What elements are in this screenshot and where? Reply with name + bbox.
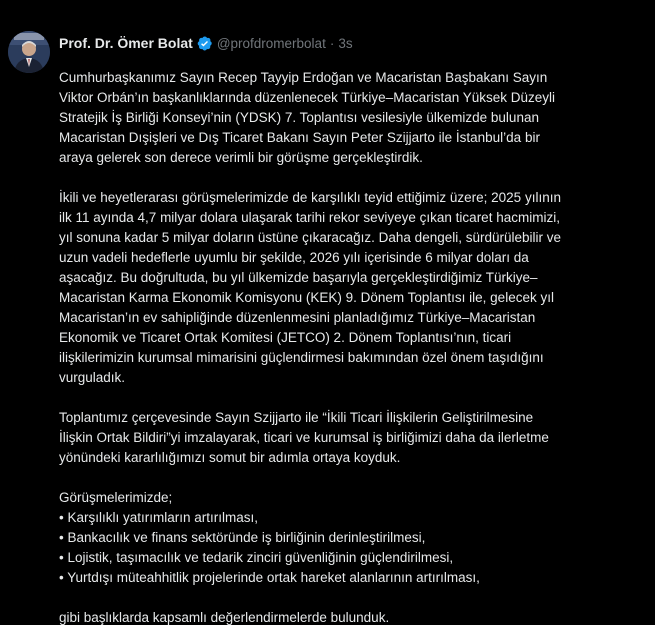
list-item: • Yurtdışı müteahhitlik projelerinde ortak hareket alanlarının artırılması, bbox=[59, 570, 480, 585]
author-handle[interactable]: @profdromerbolat bbox=[216, 35, 326, 51]
text-line: Macaristan’ın ev sahipliğinde düzenlenmesini planladığımız Türkiye–Macaristan bbox=[59, 310, 536, 325]
post-header bbox=[59, 33, 353, 53]
post-paragraph bbox=[59, 408, 579, 468]
text-line: araya gelerek son derece verimli bir görüşme gerçekleştirdik. bbox=[59, 150, 423, 165]
text-line: Toplantımız çerçevesinde Sayın Szijjarto ile “İkili Ticari İlişkilerin Geliştirilmesine bbox=[59, 410, 534, 425]
post-body bbox=[59, 68, 579, 625]
text-line: ilişkilerimizin kurumsal mimarisini güçlendirmesi bakımından özel önem taşıdığını bbox=[59, 350, 544, 365]
avatar-image bbox=[8, 31, 50, 73]
text-line: Macaristan Karma Ekonomik Komisyonu (KEK) 9. Dönem Toplantısı ile, gelecek yıl bbox=[59, 290, 554, 305]
text-line: Görüşmelerimizde; bbox=[59, 490, 173, 505]
text-line: Ekonomik ve Ticaret Ortak Komitesi (JETCO) 2. Dönem Toplantısı’nın, ticari bbox=[59, 330, 512, 345]
list-item: • Bankacılık ve finans sektöründe iş birliğinin derinleştirilmesi, bbox=[59, 530, 426, 545]
text-line: uzun vadeli hedeflerle uyumlu bir şekilde, 2026 yılı içerisinde 6 milyar doları da bbox=[59, 250, 529, 265]
text-line: Viktor Orbán’ın başkanlıklarında düzenlenecek Türkiye–Macaristan Yüksek Düzeyli bbox=[59, 90, 556, 105]
text-line: aşacağız. Bu doğrultuda, bu yıl ülkemizde başarıyla gerçekleştirdiğimiz Türkiye– bbox=[59, 270, 538, 285]
text-line: İlişkin Ortak Bildiri”yi imzalayarak, ticari ve kurumsal iş birliğimizi daha da ilerletme bbox=[59, 430, 549, 445]
post-paragraph bbox=[59, 488, 579, 588]
text-line: yıl sonuna kadar 5 milyar doların üstüne çıkaracağız. Daha dengeli, sürdürülebilir ve bbox=[59, 230, 562, 245]
separator-dot: · bbox=[329, 35, 335, 51]
post-timestamp[interactable]: 3s bbox=[338, 35, 353, 51]
author-name[interactable]: Prof. Dr. Ömer Bolat bbox=[59, 35, 193, 51]
text-line: vurguladık. bbox=[59, 370, 126, 385]
list-item: • Karşılıklı yatırımların artırılması, bbox=[59, 510, 259, 525]
text-line: Cumhurbaşkanımız Sayın Recep Tayyip Erdoğan ve Macaristan Başbakanı Sayın bbox=[59, 70, 548, 85]
post-paragraph bbox=[59, 608, 579, 625]
text-line: Stratejik İş Birliği Konseyi’nin (YDSK) 7. Toplantısı vesilesiyle ülkemizde bulunan bbox=[59, 110, 539, 125]
text-line: gibi başlıklarda kapsamlı değerlendirmelerde bulunduk. bbox=[59, 610, 390, 625]
list-item: • Lojistik, taşımacılık ve tedarik zinciri güvenliğinin güçlendirilmesi, bbox=[59, 550, 454, 565]
post-paragraph bbox=[59, 188, 579, 388]
post-paragraph bbox=[59, 68, 579, 168]
text-line: Macaristan Dışişleri ve Dış Ticaret Bakanı Sayın Peter Szijjarto ile İstanbul’da bir bbox=[59, 130, 540, 145]
avatar[interactable] bbox=[8, 31, 50, 73]
text-line: yönündeki kararlılığımızı somut bir adımla ortaya koyduk. bbox=[59, 450, 401, 465]
text-line: ilk 11 ayında 4,7 milyar dolara ulaşarak tarihi rekor seviyeye çıkan ticaret hacmimizi, bbox=[59, 210, 560, 225]
verified-badge-icon bbox=[196, 35, 213, 52]
text-line: İkili ve heyetlerarası görüşmelerimizde de karşılıklı teyid ettiğimiz üzere; 2025 yılının bbox=[59, 190, 561, 205]
